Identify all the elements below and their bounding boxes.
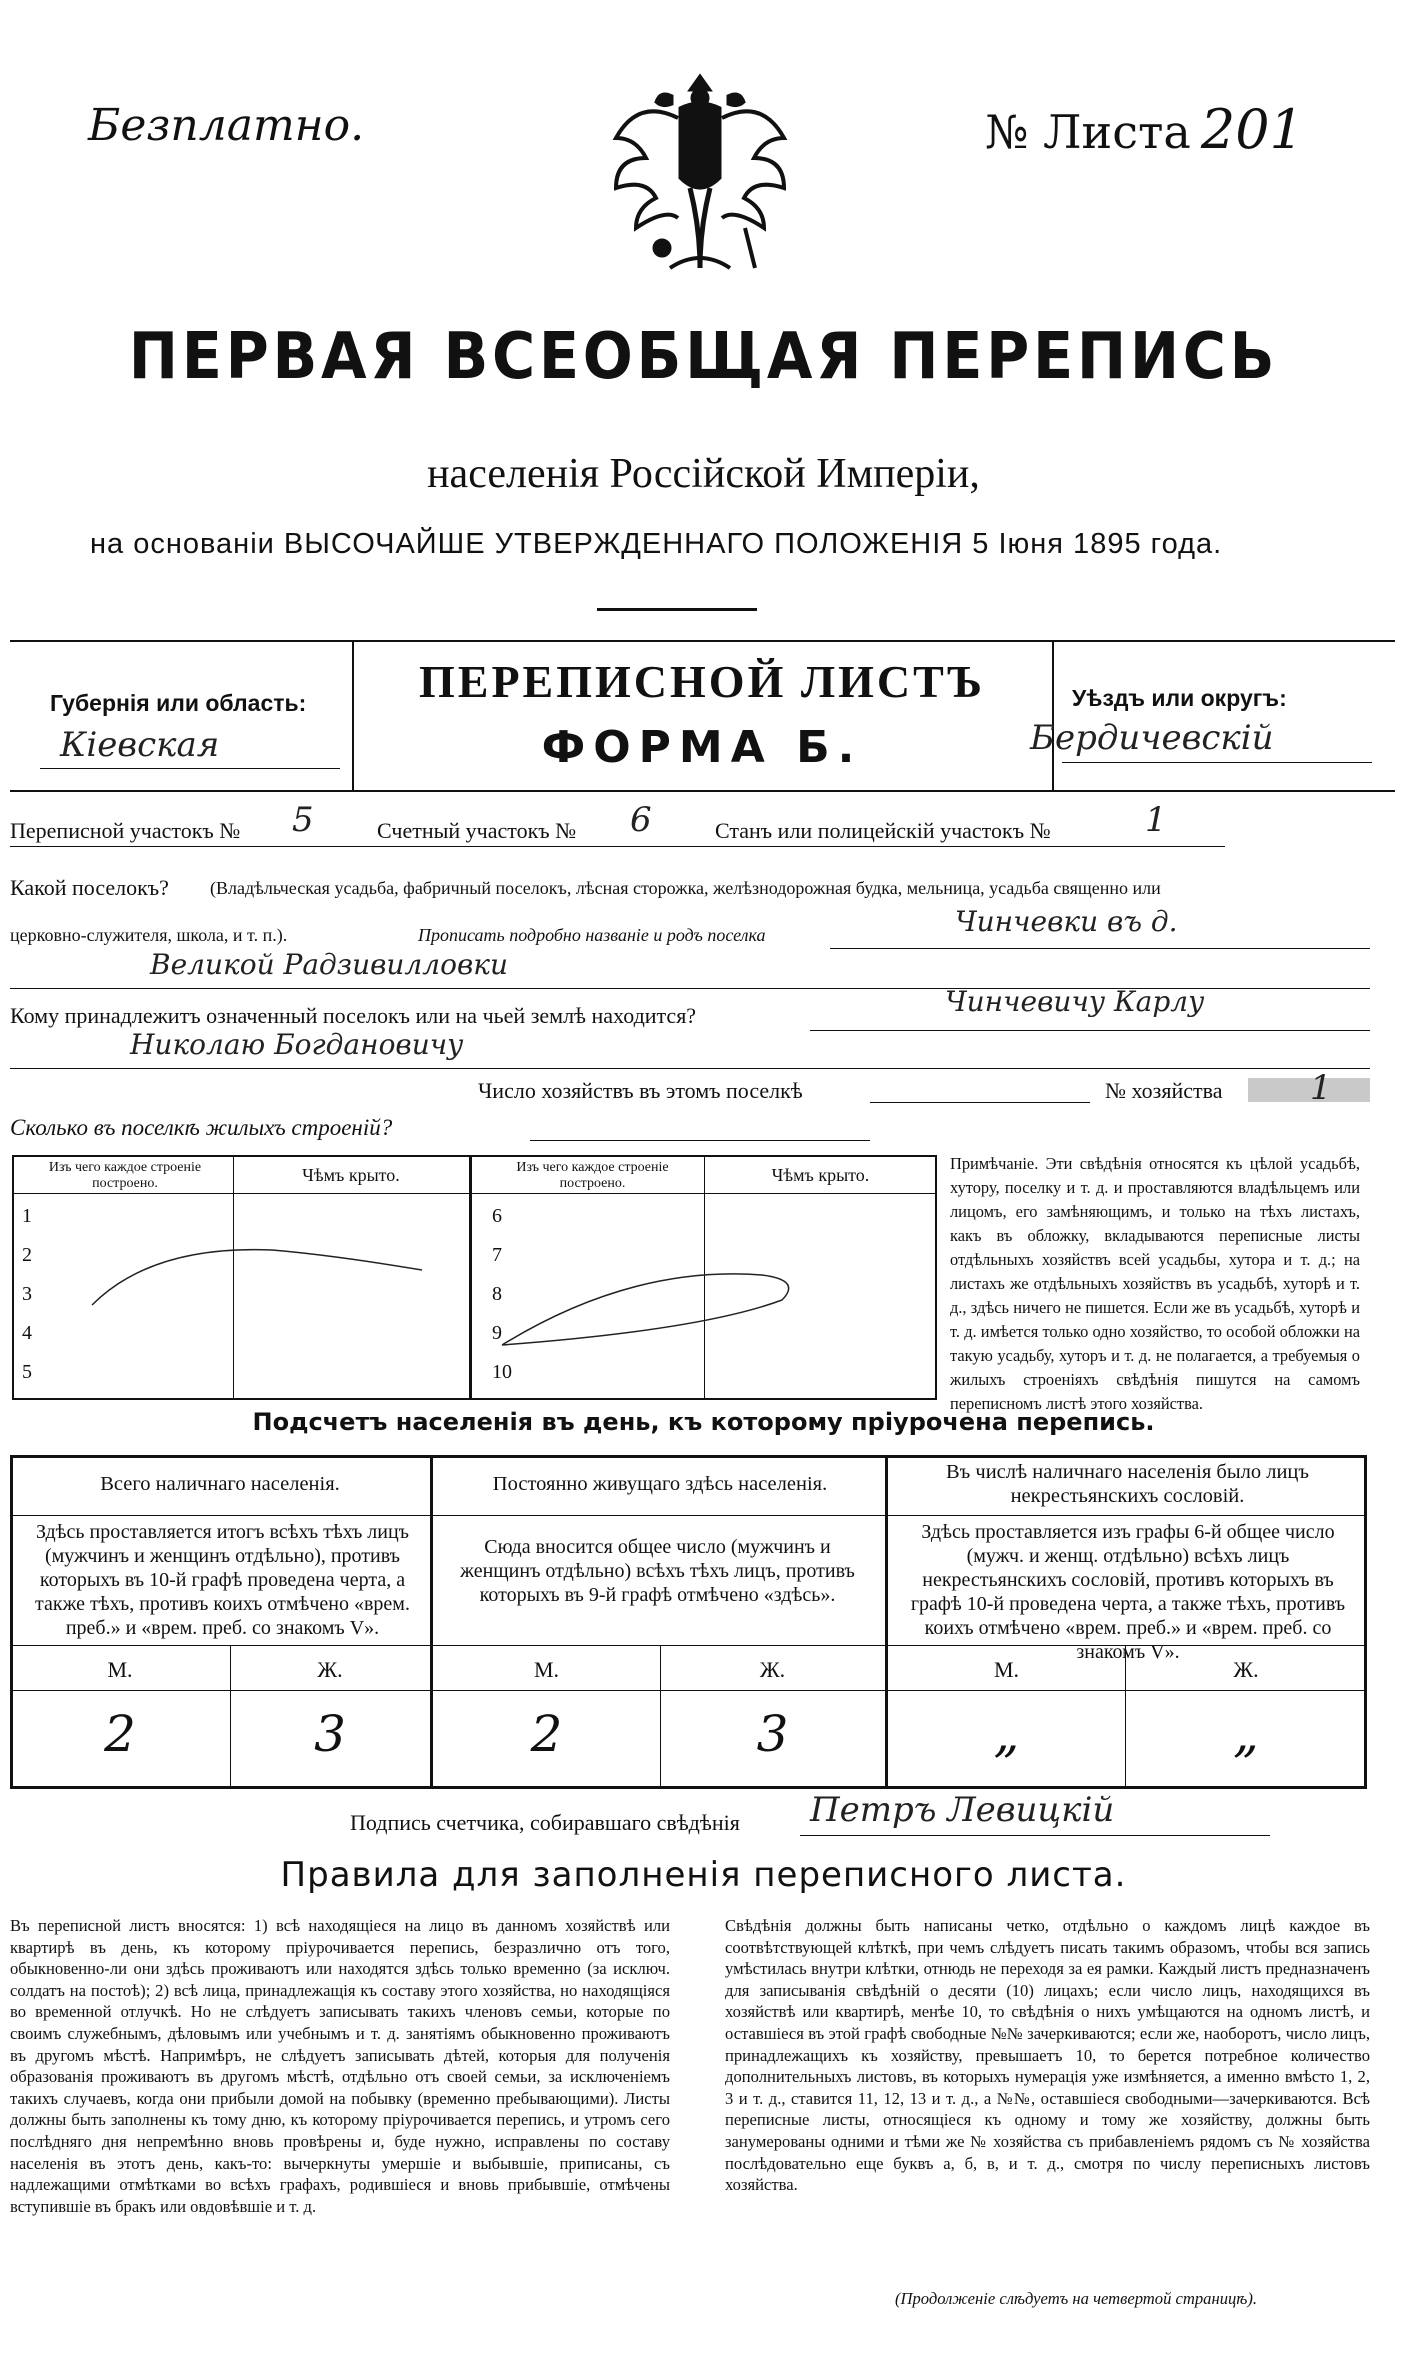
divider xyxy=(40,768,340,769)
camp-label: Станъ или полицейскій участокъ № xyxy=(715,818,1051,843)
table-row-number: 6 xyxy=(492,1205,502,1227)
column-header-total: Всего наличнаго населенія. xyxy=(100,1473,340,1495)
district-value: Бердичевскій xyxy=(1030,718,1274,758)
province-label: Губернія или область: xyxy=(50,690,307,716)
sheet-number xyxy=(985,98,1304,161)
settlement-value-1: Чинчевки въ д. xyxy=(955,905,1178,938)
divider xyxy=(1062,762,1372,763)
non-peasant-female-value: „ xyxy=(1233,1705,1259,1763)
rules-title: Правила для заполненія переписного листа. xyxy=(280,1855,1127,1895)
population-heading: Подсчетъ населенія въ день, къ которому пріурочена перепись. xyxy=(252,1408,1155,1436)
divider xyxy=(800,1835,1270,1836)
household-number-label: № хозяйства xyxy=(1105,1078,1223,1103)
column-header-roof: Чѣмъ крыто. xyxy=(771,1165,870,1185)
column-note-permanent: Сюда вносится общее число (мужчинъ и женщинъ отдѣльно) всѣхъ тѣхъ лицъ, противъ которыхъ въ 9-й графѣ отмѣчено «здѣсь». xyxy=(460,1536,855,1606)
owner-value-1: Чинчевичу Карлу xyxy=(945,985,1205,1018)
page-subtitle: населенія Россійской Имперіи, xyxy=(427,451,980,497)
divider xyxy=(10,846,1225,847)
divider xyxy=(810,1030,1370,1031)
household-number-value: 1 xyxy=(1310,1068,1332,1108)
census-area-label: Переписной участокъ № xyxy=(10,818,241,843)
permanent-male-value: 2 xyxy=(530,1705,563,1763)
female-label: Ж. xyxy=(1233,1657,1259,1682)
strike-through-mark xyxy=(12,1155,937,1400)
divider xyxy=(830,948,1370,949)
table-row-number: 10 xyxy=(492,1361,512,1383)
owner-value-2: Николаю Богдановичу xyxy=(130,1028,464,1061)
table-row-number: 2 xyxy=(22,1244,32,1266)
signature-value: Петръ Левицкій xyxy=(810,1790,1115,1830)
divider xyxy=(10,640,1395,642)
district-label: Уѣздъ или округъ: xyxy=(1072,685,1287,711)
divider xyxy=(1052,640,1054,790)
table-row-number: 3 xyxy=(22,1283,32,1305)
buildings-label: Сколько въ поселкѣ жилыхъ строеній? xyxy=(10,1115,393,1140)
households-label: Число хозяйствъ въ этомъ поселкѣ xyxy=(478,1078,803,1103)
column-header-material: Изъ чего каждое строеніе построено. xyxy=(48,1160,202,1191)
note-text: Примѣчаніе. Эти свѣдѣнія относятся къ цѣлой усадьбѣ, хутору, поселку и т. д. и проставляются владѣльцемъ или лицомъ, его замѣняющимъ, и только на тѣхъ листахъ, какъ въ обложку, вкладываются переписные листы отдѣльныхъ хозяйствъ всей усадьбы, хутора и т. д.; на листахъ же отдѣльныхъ хозяйствъ въ усадьбѣ, хуторѣ и т. д., здѣсь ничего не пишется. Если же въ усадьбѣ, хуторѣ и т. д. имѣется только одно хозяйство, то особой обложки на такую усадьбу, хуторъ и т. д. не полагается, а требуемыя о жилыхъ строеніяхъ свѣдѣнія пишутся на самомъ переписномъ листѣ этого хозяйства. xyxy=(950,1154,1360,1413)
male-label: М. xyxy=(993,1657,1020,1682)
settlement-hint: (Владѣльческая усадьба, фабричный поселокъ, лѣсная сторожка, желѣзнодорожная будка, мельница, усадьба священно или xyxy=(210,878,1161,898)
male-label: М. xyxy=(107,1657,133,1682)
total-male-value: 2 xyxy=(104,1705,136,1763)
female-label: Ж. xyxy=(317,1657,343,1682)
count-area-value: 6 xyxy=(630,800,652,840)
divider xyxy=(530,1140,870,1141)
divider xyxy=(10,1068,1370,1069)
column-header-non-peasant: Въ числѣ наличнаго населенія было лицъ некрестьянскихъ сословій. xyxy=(945,1461,1309,1507)
continued-note: (Продолженіе слѣдуетъ на четвертой страницѣ). xyxy=(895,2289,1258,2308)
column-note-non-peasant: Здѣсь проставляется изъ графы 6-й общее число (мужч. и женщ. отдѣльно) всѣхъ лицъ некрестьянскихъ сословій, противъ которыхъ въ графѣ 10-й проведена черта, а также тѣхъ, противъ коихъ отмѣчено «врем. преб.» и «врем. преб. со знакомъ V». xyxy=(910,1521,1346,1663)
settlement-hint-3: Прописать подробно названіе и родъ поселка xyxy=(418,925,766,945)
rules-left-column: Въ переписной листъ вносятся: 1) всѣ находящіеся на лицо въ данномъ хозяйствѣ или квартирѣ въ день, къ которому пріурочивается перепись, безразлично отъ того, обыкновенно-ли они здѣсь проживаютъ или находятся здѣсь только временно (за исключ. солдатъ на постоѣ); 2) всѣ лица, принадлежащія къ составу этого хозяйства, но находящіяся во временной отлучкѣ. Но не слѣдуетъ записывать такихъ членовъ семьи, которые по своимъ служебнымъ, дѣловымъ или учебнымъ и т. д. занятіямъ обыкновенно проживаютъ въ другомъ мѣстѣ. Напримѣръ, не слѣдуетъ записывать дѣтей, которыя для полученія образованія проживаютъ въ другомъ мѣстѣ, отдѣльно отъ своей семьи, за исключеніемъ такихъ случаевъ, когда они прибыли домой на побывку (временно пребывающими). Листы должны быть заполнены къ тому дню, къ которому пріурочивается перепись, и утромъ сего послѣдняго дня непремѣнно вновь провѣрены и, буде нужно, исправлены по составу населенія въ этотъ день, какъ-то: вычеркнуты умершіе и выбывшіе, приписаны, съ надлежащими отмѣтками во всѣхъ графахъ, родившіеся и вновь прибывшіе, отмѣчены вступившіе въ бракъ или овдовѣвшіе и т. д. xyxy=(10,1916,670,2216)
count-area-label: Счетный участокъ № xyxy=(377,818,577,843)
settlement-hint-2: церковно-служителя, школа, и т. п.). xyxy=(10,925,288,945)
divider xyxy=(870,1102,1090,1103)
divider xyxy=(597,608,757,611)
form-title: ФОРМА Б. xyxy=(541,722,863,773)
divider xyxy=(10,1690,1367,1691)
sheet-title: ПЕРЕПИСНОЙ ЛИСТЪ xyxy=(418,656,986,707)
column-header-permanent: Постоянно живущаго здѣсь населенія. xyxy=(492,1473,828,1495)
rules-right-column: Свѣдѣнія должны быть написаны четко, отдѣльно о каждомъ лицѣ каждое въ соотвѣтствующей клѣткѣ, при чемъ слѣдуетъ писать такимъ образомъ, чтобы вся запись умѣстилась внутри клѣтки, отнюдь не переходя за ея рамки. Каждый листъ предназначенъ для записыванія свѣдѣній о десяти (10) лицахъ; если число лицъ, находящихся въ хозяйствѣ или квартирѣ, менѣе 10, то свѣдѣнія о нихъ умѣщаются на одномъ листѣ, и оставшіеся въ этой графѣ свободные №№ зачеркиваются; если же, наоборотъ, число лицъ, принадлежащихъ къ хозяйству, превышаетъ 10, то берется потребное количество дополнительныхъ листовъ, въ которыхъ нумерація уже измѣняется, а именно вмѣсто 1, 2, 3 и т. д., ставится 11, 12, 13 и т. д., а №№, оставшіеся свободными—зачеркиваются. Всѣ переписные листы, относящіеся къ одному и тому же хозяйству, должны быть занумерованы одними и тѣми же № хозяйства съ прибавленіемъ рядомъ съ № хозяйства послѣдовательно еще буквъ а, б, в, и т. д., смотря по числу переписныхъ листовъ хозяйства. xyxy=(725,1916,1370,2195)
divider xyxy=(10,1515,1367,1516)
table-row-number: 9 xyxy=(492,1322,502,1344)
column-header-material: Изъ чего каждое строеніе построено. xyxy=(516,1160,669,1191)
column-header-roof: Чѣмъ крыто. xyxy=(302,1165,400,1185)
census-area-value: 5 xyxy=(292,800,314,840)
table-row-number: 1 xyxy=(22,1205,32,1227)
basis-line: на основаніи ВЫСОЧАЙШЕ УТВЕРЖДЕННАГО ПОЛОЖЕНІЯ 5 Іюня 1895 года. xyxy=(90,528,1223,560)
sheet-number-value: 201 xyxy=(1200,98,1304,161)
total-female-value: 3 xyxy=(314,1705,346,1763)
owner-question: Кому принадлежитъ означенный поселокъ или на чьей землѣ находится? xyxy=(10,1003,697,1028)
male-label: М. xyxy=(533,1657,560,1682)
settlement-value-2: Великой Радзивилловки xyxy=(150,948,508,981)
table-row-number: 5 xyxy=(22,1361,32,1383)
column-note-total: Здѣсь проставляется итогъ всѣхъ тѣхъ лицъ (мужчинъ и женщинъ отдѣльно), противъ которыхъ въ 10-й графѣ проведена черта, а также тѣхъ, противъ коихъ отмѣчено «врем. преб.» и «врем. преб. со знакомъ V». xyxy=(35,1521,410,1639)
table-row-number: 7 xyxy=(492,1244,502,1266)
female-label: Ж. xyxy=(759,1657,786,1682)
province-value: Кіевская xyxy=(60,725,220,765)
household-number-highlight xyxy=(1248,1078,1370,1102)
camp-value: 1 xyxy=(1145,800,1167,840)
double-headed-eagle-emblem xyxy=(610,68,790,298)
non-peasant-male-value: „ xyxy=(993,1705,1020,1763)
divider xyxy=(10,790,1395,792)
sheet-number-label: № Листа xyxy=(985,105,1191,159)
permanent-female-value: 3 xyxy=(756,1705,789,1763)
free-label: Безплатно. xyxy=(88,100,365,151)
signature-label: Подпись счетчика, собиравшаго свѣдѣнія xyxy=(350,1810,740,1835)
page-title: ПЕРВАЯ ВСЕОБЩАЯ ПЕРЕПИСЬ xyxy=(128,320,1279,394)
table-row-number: 8 xyxy=(492,1283,502,1305)
table-row-number: 4 xyxy=(22,1322,32,1344)
settlement-question: Какой поселокъ? xyxy=(10,875,169,900)
